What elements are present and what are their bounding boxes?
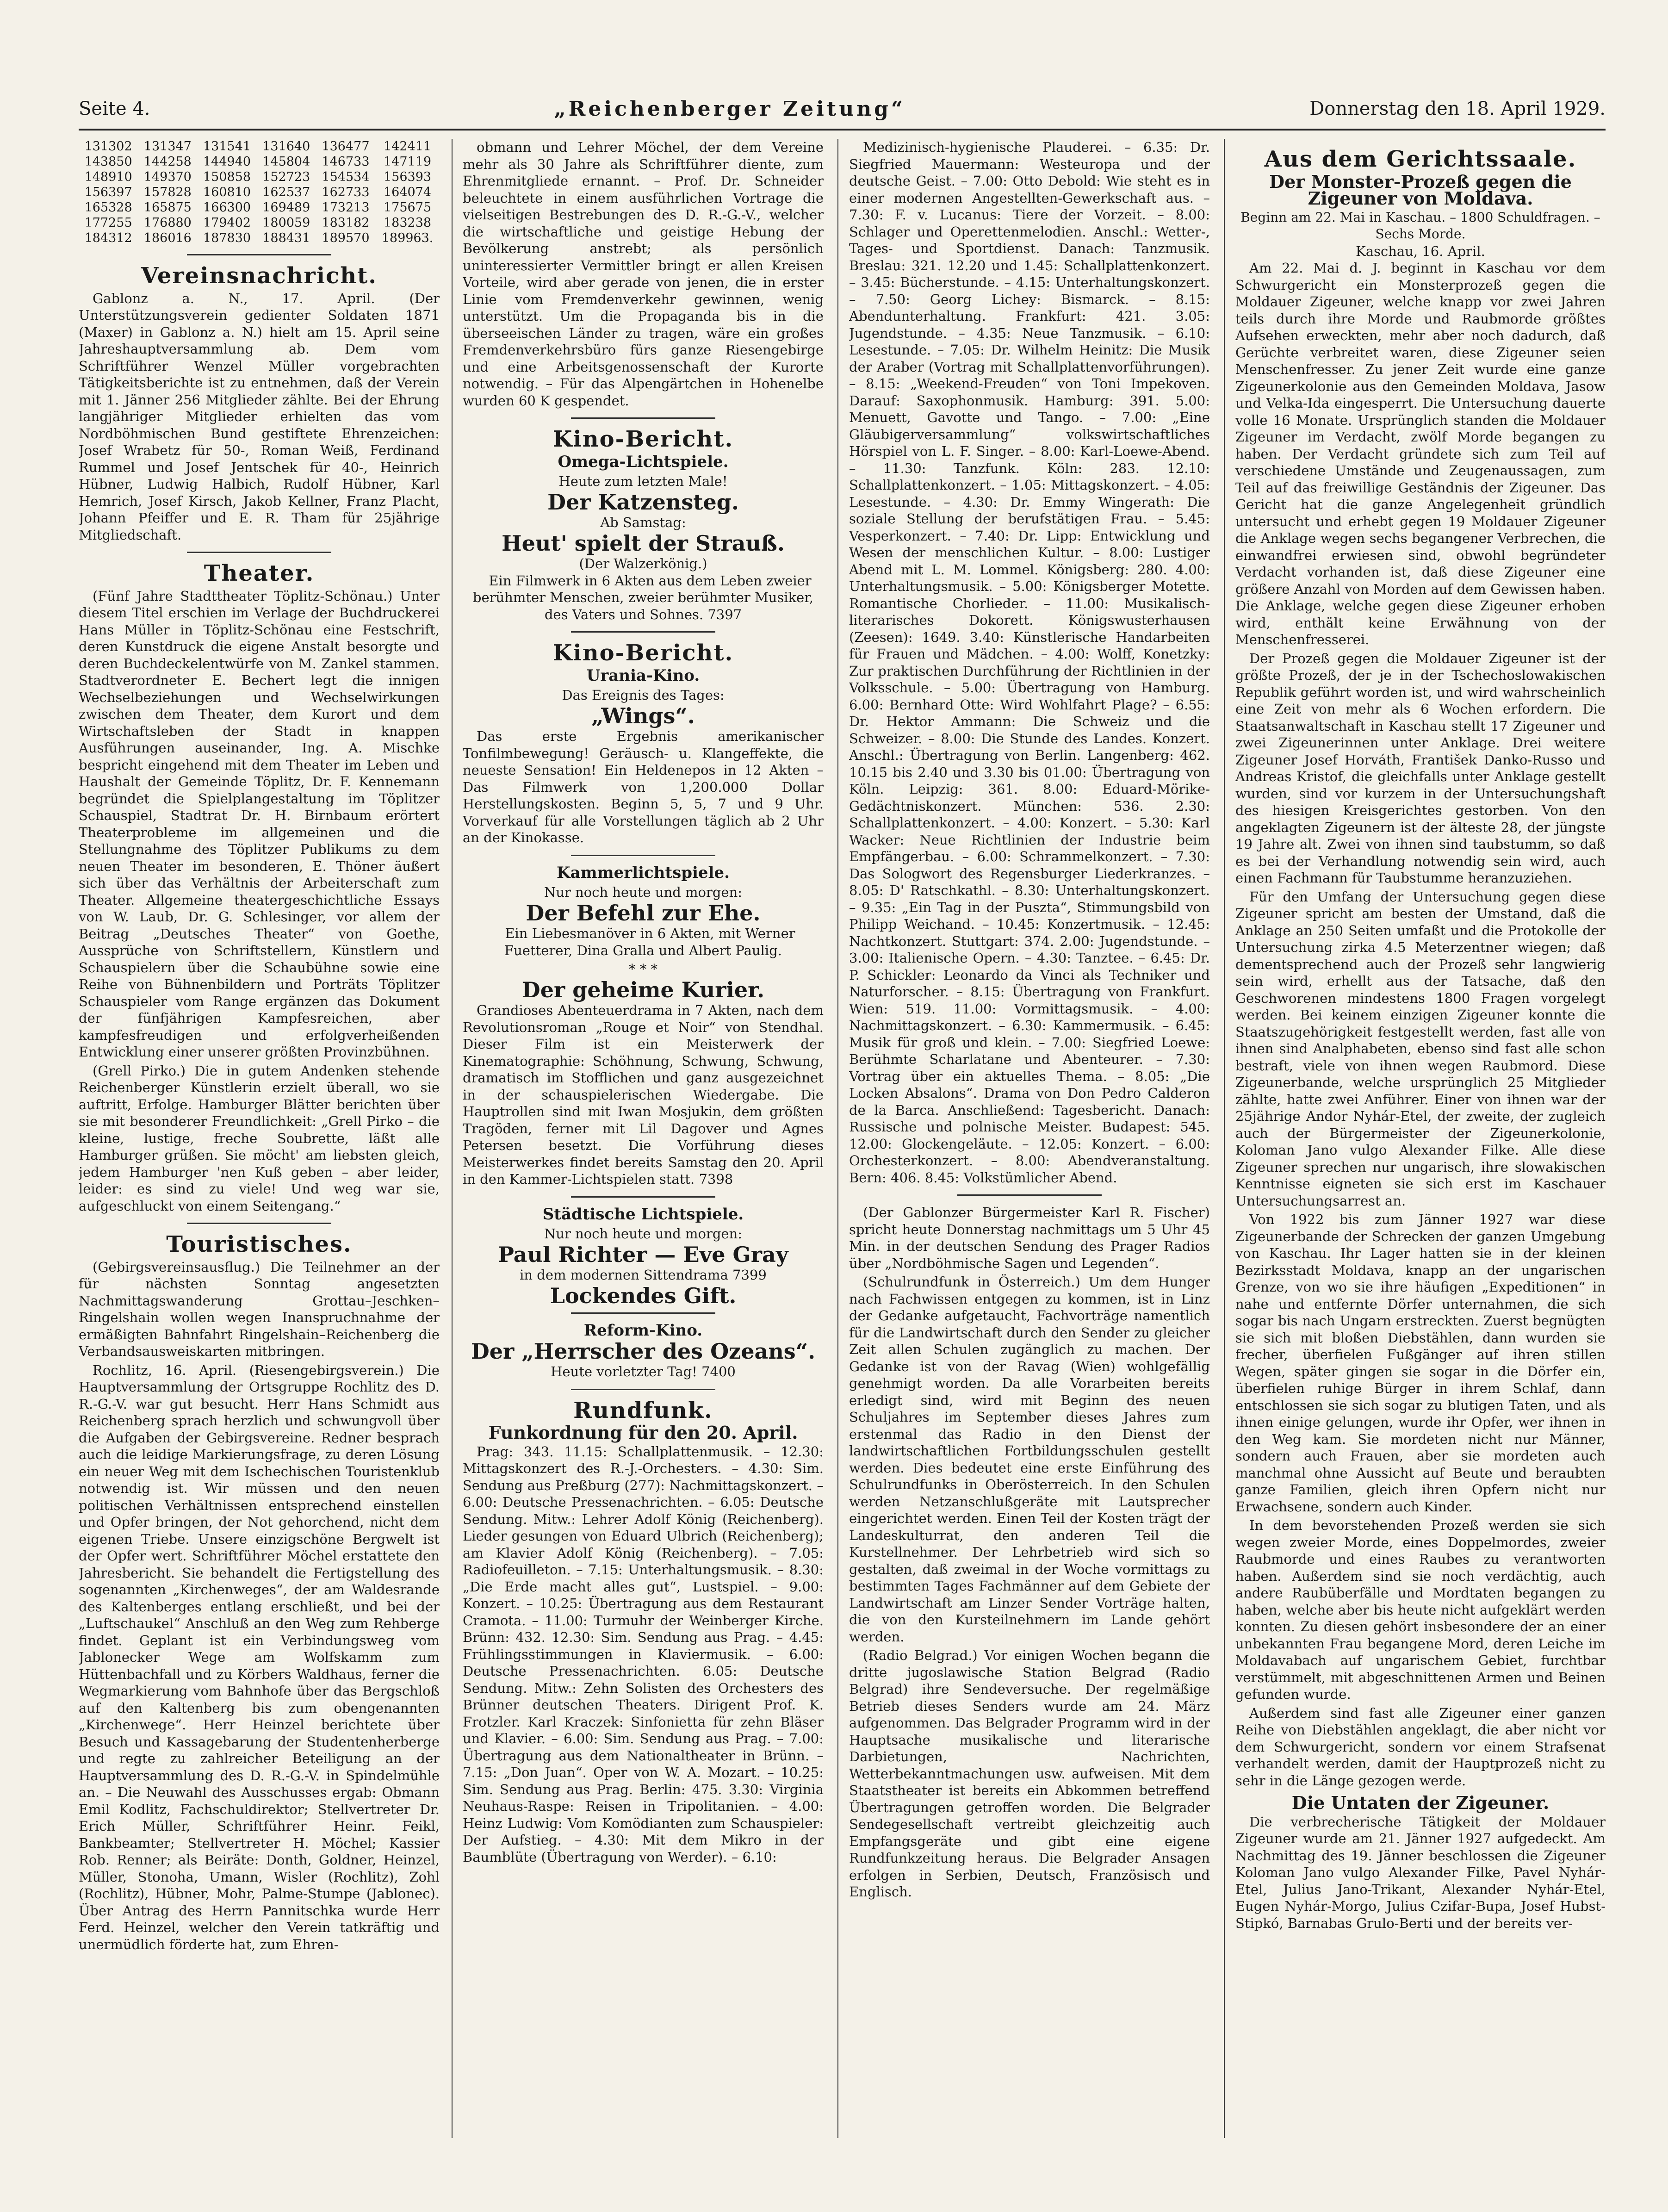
film-description: Ein Liebesmanöver in 6 Akten, mit Werner Fuetterer, Dina Gralla und Albert Paulig. (504, 926, 795, 958)
kino-note-text: in dem modernen Sittendrama (520, 1267, 728, 1283)
table-cell: 165875 (143, 200, 192, 215)
film-title: Der geheime Kurier. (521, 977, 765, 1002)
separator (571, 1196, 715, 1198)
table-cell: 147119 (384, 155, 432, 169)
column-4 (1235, 139, 1606, 2138)
table-cell: 160810 (203, 185, 251, 199)
film-title: Der „Herrscher des Ozeans“. (471, 1338, 816, 1364)
article-paragraph: In dem bevorstehenden Prozeß werden sie sich wegen zweier Morde, eines Doppelmordes, zweier Raubmorde und eines Raubes zu verantworten haben. Außerdem sind sie noch verdächtig, auch andere Raubüberfälle und Mordtaten begangen zu haben, welche aber bis heute nicht aufgeklärt werden konnten. Zu diesen gehört insbesondere der an einer unbekannten Frau begangene Mord, deren Leiche im Moldavabach auf ungarischem Gebiet, furchtbar verstümmelt, mit abgeschnittenen Armen und Beinen gefunden wurde. (1235, 1517, 1606, 1702)
kino-note: Nur noch heute und morgen: (544, 1226, 743, 1242)
kino-title: Kino-Bericht. (552, 426, 734, 452)
issue-date: Donnerstag den 18. April 1929. (1309, 98, 1606, 119)
table-cell: 184312 (84, 231, 132, 245)
table-cell: 176880 (143, 216, 192, 230)
radio-program-continued: Medizinisch-hygienische Plauderei. – 6.35: Dr. Siegfried Mauermann: Westeuropa und der deutsche Geist. – 7.00: Otto Debold: Wie steht es in einer modernen Angestellten-Gewerkschaft aus. – 7.30: F. v. Lucanus: Tiere der Vorzeit. – 8.00: Schlager und Operettenmelodien. Anschl.: Wetter-, Tages- und Sportdienst. Danach: Tanzmusik. Breslau: 321. 12.20 und 1.45: Schallplattenkonzert. – 3.45: Bücherstunde. – 4.15: Unterhaltungskonzert. – 7.50: Georg Lichey: Bismarck. – 8.15: Abendunterhaltung. Frankfurt: 421. 3.05: Jugendstunde. – 4.35: Neue Tanzmusik. – 6.10: Lesestunde. – 7.05: Dr. Wilhelm Heinitz: Die Musik der Araber (Vortrag mit Schallplattenvorführungen). – 8.15: „Weekend-Freuden“ von Toni Impekoven. Darauf: Saxophonmusik. Hamburg: 391. 5.00: Menuett, Gavotte und Tango. – 7.00: „Eine Gläubigerversammlung“ volkswirtschaftliches Hörspiel von L. F. Singer. – 8.00: Karl-Loewe-Abend. – 11.30: Tanzfunk. Köln: 283. 12.10: Schallplattenkonzert. – 1.05: Mittagskonzert. – 4.05: Lesestunde. – 4.30: Dr. Emmy Wingerath: Die soziale Stellung der berufstätigen Frau. – 5.45: Vesperkonzert. – 7.40: Dr. Lipp: Entwicklung und Wesen der menschlichen Kultur. – 8.00: Lustiger Abend mit L. M. Lommel. Königsberg: 280. 4.00: Unterhaltungsmusik. – 5.00: Königsberger Motette. Romantische Chorlieder. – 11.00: Musikalisch-literarisches Dokorett. Königswusterhausen (Zeesen): 1649. 3.40: Künstlerische Handarbeiten für Frauen und Mädchen. – 4.00: Wolff, Konetzky: Zur praktischen Durchführung der Richtlinien in der Volksschule. – 5.00: Übertragung von Hamburg. 6.00: Bernhard Otte: Wird Wohlfahrt Plage? – 6.55: Dr. Hektor Ammann: Die Schweiz und die Schweizer. – 8.00: Die Stunde des Landes. Konzert. Anschl.: Übertragung von Berlin. Langenberg: 462. 10.15 bis 2.40 und 3.30 bis 01.00: Übertragung von Köln. Leipzig: 361. 8.00: Eduard-Mörike-Gedächtniskonzert. München: 536. 2.30: Schallplattenkonzert. – 4.00: Konzert. – 5.30: Karl Wacker: Neue Richtlinien der Industrie beim Empfängerbau. – 6.00: Schrammelkonzert. – 7.30: Das Sologwort des Regensburger Liederkranzes. – 8.05: D' Ratschkathl. – 8.30: Unterhaltungskonzert. – 9.35: „Ein Tag in der Puszta“, Stimmungsbild von Philipp Weichand. – 10.45: Konzertmusik. – 12.45: Nachtkonzert. Stuttgart: 374. 2.00: Jugendstunde. – 3.00: Italienische Opern. – 4.30: Tanztee. – 6.45: Dr. P. Schickler: Leonardo da Vinci als Techniker und Naturforscher. – 8.15: Übertragung von Frankfurt. Wien: 519. 11.00: Vormittagsmusik. – 4.00: Nachmittagskonzert. – 6.30: Kammermusik. – 6.45: Musik für groß und klein. – 7.00: Siegfried Loewe: Berühmte Scharlatane und Abenteurer. – 7.30: Vortrag über ein aktuelles Thema. – 8.05: „Die Locken Absalons“. Drama von Don Pedro Calderon de la Barca. Anschließend: Tagesbericht. Danach: Russische und polnische Meister. Budapest: 545. 12.00: Glockengeläute. – 12.05: Konzert. – 6.00: Orchesterkonzert. – 8.00: Abendveranstaltung. Bern: 406. 8.45: Volkstümlicher Abend. (849, 139, 1210, 1186)
film-description-text: Ein Filmwerk in 6 Akten aus dem Leben zweier berühmter Menschen, zweier berühmter Musiker, des Vaters und Sohnes. (472, 572, 814, 622)
column-divider (452, 139, 453, 2138)
article-vereinsnachricht: Gablonz a. N., 17. April. (Der Unterstützungsverein gedienter Soldaten 1871 (Maxer) in Gablonz a. N.) hielt am 15. April seine Jahreshauptversammlung ab. Dem vom Schriftführer Wenzel Müller vorgebrachten Tätigkeitsberichte ist zu entnehmen, daß der Verein mit 1. Jänner 256 Mitglieder zählte. Bei der Ehrung langjähriger Mitglieder erhielten das vom Nordböhmischen Bund gestiftete Ehrenzeichen: Josef Wrabetz für 50-, Roman Weiß, Ferdinand Rummel und Josef Jentschek für 40-, Heinrich Hübner, Ludwig Halbich, Rudolf Hübner, Karl Hemrich, Josef Kirsch, Jakob Kellner, Franz Placht, Johann Pfeiffer und E. R. Tham für 25jährige Mitgliedschaft. (79, 290, 440, 543)
film-title: „Wings“. (591, 703, 695, 728)
separator (957, 1194, 1102, 1196)
kino-note-text: Heute vorletzter Tag! (551, 1364, 697, 1379)
kino-title: Kino-Bericht. (552, 640, 734, 666)
table-cell: 164074 (384, 185, 432, 199)
table-cell: 156393 (384, 170, 432, 184)
table-cell: 131640 (262, 139, 310, 154)
newspaper-page (79, 93, 1606, 2147)
separator (571, 1389, 715, 1390)
article-schulrundfunk: (Schulrundfunk in Österreich.) Um dem Hunger nach Fachwissen entgegen zu kommen, ist in Linz der Gedanke aufgetaucht, Fachvorträge namentlich für die Landwirtschaft durch den Sender zu gleicher Zeit allen Schulen zugänglich zu machen. Der Gedanke ist von der Ravag (Wien) wohlgefällig genehmigt worden. Da alle Vorarbeiten bereits erledigt sind, wird mit Beginn des neuen Schuljahres im September dieses Jahres zum erstenmal das Radio in den Dienst der landwirtschaftlichen Fortbildungsschulen gestellt werden. Dies bedeutet eine erste Einführung des Schulrundfunks in Oberösterreich. In den Schulen werden Netzanschlußgeräte mit Lautsprecher eingerichtet werden. Einen Teil der Kosten trägt der Landeskulturrat, den anderen Teil die Kurstellnehmer. Der Lehrbetrieb wird sich so gestalten, daß zweimal in der Woche vormittags zu bestimmten Tages Fachmänner auf dem Gebiete der Landwirtschaft am Linzer Sender Vorträge halten, die von den Kursteilnehmern im Lande gehört werden. (849, 1274, 1210, 1645)
section-title-gerichtssaal: Aus dem Gerichtssaale. (1264, 146, 1577, 172)
table-cell: 162733 (322, 185, 370, 199)
film-stars: Paul Richter — Eve Gray (498, 1242, 788, 1267)
kino-note: Nur noch heute und morgen: (544, 884, 743, 900)
newspaper-title: „Reichenberger Zeitung“ (554, 97, 906, 121)
table-cell: 169489 (262, 200, 310, 215)
table-row (79, 200, 440, 215)
film-title: Heut' spielt der Strauß. (502, 530, 785, 556)
table-row (79, 230, 440, 246)
ad-staedtische-lichtspiele (463, 1205, 824, 1308)
film-description (463, 572, 824, 623)
table-row (79, 169, 440, 185)
column-1 (79, 139, 440, 2138)
kino-house: Kammerlichtspiele. (557, 863, 730, 882)
film-description: Das erste Ergebnis amerikanischer Tonfilmbewegung! Geräusch- u. Klangeffekte, die neueste Sensation! Ein Heldenepos in 12 Akten – Das Filmwerk von 1,200.000 Dollar Herstellungskosten. Beginn 5, 5, 7 und 9 Uhr. Vorverkauf für alle Vorstellungen täglich ab 2 Uhr an der Kinokasse. (463, 728, 824, 845)
table-cell: 189963. (381, 231, 434, 245)
separator (187, 1223, 331, 1224)
table-row (79, 154, 440, 169)
table-row (79, 139, 440, 154)
column-2 (463, 139, 824, 2138)
rundfunk-subtitle: Funkordnung für den 20. April. (488, 1422, 798, 1443)
kino-house: Omega-Lichtspiele. (558, 452, 729, 471)
article-radio-belgrad: (Radio Belgrad.) Vor einigen Wochen begann die dritte jugoslawische Station Belgrad (Radio Belgrad) ihre Sendeversuche. Der regelmäßige Betrieb dieses Senders wurde am 24. März aufgenommen. Das Belgrader Programm wird in der Hauptsache musikalische und literarische Darbietungen, Nachrichten, Wetterbekanntmachungen usw. aufweisen. Mit dem Staatstheater ist bereits ein Abkommen betreffend Übertragungen getroffen worden. Die Belgrader Sendegesellschaft vertreibt gleichzeitig auch Empfangsgeräte und gibt eine eigene Rundfunkzeitung heraus. Die Belgrader Ansagen erfolgen in Serbien, Deutsch, Französisch und Englisch. (849, 1647, 1210, 1900)
lottery-number-table (79, 139, 440, 246)
film-title: Der Befehl zur Ehe. (526, 900, 761, 926)
table-cell: 189570 (322, 231, 370, 245)
kino-house: Urania-Kino. (586, 666, 700, 685)
article-paragraph: Außerdem sind fast alle Zigeuner einer ganzen Reihe von Diebstählen angeklagt, die aber nicht vor dem Schwurgericht, sondern vor einem Strafsenat verhandelt werden, damit der Hauptprozeß nicht zu sehr in die Länge gezogen werde. (1235, 1705, 1606, 1789)
ad-reform-kino (463, 1322, 824, 1380)
film-subtitle: (Der Walzerkönig.) (579, 556, 707, 572)
article-buergermeister: (Der Gablonzer Bürgermeister Karl R. Fischer) spricht heute Donnerstag nachmittags um 5 Uhr 45 Min. in der deutschen Sendung des Prager Radios über „Nordböhmische Sagen und Legenden“. (849, 1205, 1210, 1271)
column-divider (837, 139, 838, 2138)
kino-note: Heute zum letzten Male! (558, 473, 728, 489)
article-theater-pirko: (Grell Pirko.) Die in gutem Andenken stehende Reichenberger Künstlerin erzielt überall, wo sie auftritt, Erfolge. Hamburger Blätter berichten über sie mit besonderer Freundlichkeit: „Grell Pirko – die kleine, lustige, freche Soubrette, läßt alle Hamburger grüßen. Sie möcht' am liebsten gleich, jedem Hamburger 'nen Kuß geben – aber leider, leider: es sind zu viele! Und weg war sie, aufgeschluckt von einem Seitengang.“ (79, 1063, 440, 1214)
article-theater-festschrift: (Fünf Jahre Stadttheater Töplitz-Schönau.) Unter diesem Titel erschien im Verlage der Buchdruckerei Hans Müller in Töplitz-Schönau eine Festschrift, deren Kunstdruck die eigene Anstalt besorgte und deren Buchdeckelentwürfe von M. Zankel stammen. Stadtverordneter E. Bechert legt die innigen Wechselbeziehungen und Wechselwirkungen zwischen dem Theater, dem Kurort und dem Wirtschaftsleben der Stadt in knappen Ausführungen auseinander, Ing. A. Mischke bespricht eingehend mit dem Theater im Leben und Haushalt der Gemeinde Töplitz, Dr. F. Kennemann begründet die Spielplangestaltung im Töplitzer Schauspiel, Stadtrat Dr. H. Birnbaum erörtert Theaterprobleme im allgemeinen und die Stellungnahme des Töplitzer Publikums zu dem neuen Theater im besonderen, E. Thöner äußert sich über das Verhältnis der Arbeiterschaft zum Theater. Allgemeine theatergeschichtliche Essays von W. Laub, Dr. G. Schlesinger, vor allem der Beitrag „Deutsches Theater“ von Goethe, Aussprüche von Schriftstellern, Künstlern und Schauspielern über die Schaubühne sowie eine Reihe von Bühnenbildern und Porträts Töplitzer Schauspieler vom Range ergänzen das Dokument der fünfjährigen Kampfesreichen, aber kampfesfreudigen und erfolgverheißenden Entwicklung einer unserer größten Provinzbühnen. (79, 588, 440, 1060)
column-3 (849, 139, 1210, 2138)
table-cell: 154534 (322, 170, 370, 184)
section-title-vereinsnachricht: Vereinsnachricht. (141, 263, 377, 289)
table-cell: 183182 (322, 216, 370, 230)
kino-note (463, 1363, 824, 1380)
table-cell: 131302 (84, 139, 132, 154)
separator (571, 417, 715, 419)
article-headline: Der Monster-Prozeß gegen die Zigeuner von Moldava. (1269, 171, 1572, 209)
table-cell: 156397 (84, 185, 132, 199)
table-cell: 188431 (262, 231, 310, 245)
table-cell: 187830 (203, 231, 251, 245)
table-cell: 166300 (203, 200, 251, 215)
table-cell: 157828 (143, 185, 192, 199)
separator (187, 254, 331, 255)
article-lead: Beginn am 22. Mai in Kaschau. – 1800 Schuldfragen. – Sechs Morde. (1240, 209, 1600, 242)
page-number: Seite 4. (79, 98, 150, 119)
table-row (79, 185, 440, 200)
table-cell: 180059 (262, 216, 310, 230)
page-header (79, 93, 1606, 125)
table-row (79, 215, 440, 230)
table-cell: 149370 (143, 170, 192, 184)
table-cell: 165328 (84, 200, 132, 215)
table-cell: 131347 (143, 139, 192, 154)
film-description-text: Grandioses Abenteuerdrama in 7 Akten, nach dem Revolutionsroman „Rouge et Noir“ von Stendhal. Dieser Film ist ein Meisterwerk der Kinematographie: Schöhnung, Schwung, Schwung, dramatisch im Stofflichen und ganz ausgezeichnet in der schauspielerischen Wiedergabe. Die Hauptrollen sind mit Iwan Mosjukin, dem größten Tragöden, ferner mit Lil Dagover und Agnes Petersen besetzt. Die Vorführung dieses Meisterwerkes findet bereits Samstag den 20. April in den Kammer-Lichtspielen statt. (463, 1002, 824, 1187)
table-cell: 136477 (322, 139, 370, 154)
table-cell: 145804 (262, 155, 310, 169)
ad-urania-kino (463, 640, 824, 846)
ornament: * * * (629, 961, 657, 977)
table-cell: 183238 (384, 216, 432, 230)
section-title-rundfunk: Rundfunk. (573, 1397, 713, 1423)
article-paragraph: Der Prozeß gegen die Moldauer Zigeuner ist der größte Prozeß, der je in der Tschechoslowakischen Republik geführt worden ist, und wird wahrscheinlich eine Zeit von mehr als 6 Wochen erfordern. Die Staatsanwaltschaft in Kaschau stellt 17 Zigeuner und zwei Zigeunerinnen unter Anklage. Drei weitere Zigeuner Josef Horváth, František Danko-Russo und Andreas Kristof, die gleichfalls unter Anklage gestellt wurden, sind vor kurzem in der Untersuchungshaft des hiesigen Kreisgerichtes gestorben. Von den angeklagten Zigeunern ist der älteste 28, der jüngste 19 Jahre alt. Zwei von ihnen sind taubstumm, so daß es bei der Verhandlung notwendig sein wird, auch einen Fachmann für Taubstumme heranzuziehen. (1235, 650, 1606, 886)
ad-number: 7397 (707, 606, 742, 622)
table-cell: 179402 (203, 216, 251, 230)
section-title-touristisches: Touristisches. (166, 1231, 352, 1257)
column-divider (1224, 139, 1225, 2138)
separator (571, 631, 715, 633)
ad-omega-kino (463, 426, 824, 623)
table-cell: 131541 (203, 139, 251, 154)
article-rochlitz: Rochlitz, 16. April. (Riesengebirgsverein.) Die Hauptversammlung der Ortsgruppe Rochlitz des D. R.-G.-V. war gut besucht. Herr Hans Schmidt aus Reichenberg sprach herzlich und schwungvoll über die Aufgaben der Gebirgsvereine. Redner besprach auch die leidige Markierungsfrage, zu deren Lösung ein neuer Weg mit dem Ischechischen Touristenklub notwendig ist. Wir müssen und den neuen politischen Verhältnissen entsprechend einstellen und Opfer bringen, der Not gehorchend, nicht dem eigenen Triebe. Unsere einzigschöne Bergwelt ist der Opfer wert. Schriftführer Möchel erstattete den Jahresbericht. Sie behandelt die Fertigstellung des sogenannten „Kirchenweges“, der am Waldesrande des Kaltenberges entlang erschließt, und bei der „Luftschaukel“ Anschluß an den Weg zum Rehberge findet. Geplant ist ein Verbindungsweg vom Jablonecker Wege am Wolfskamm zum Hüttenbachfall und zu Körbers Waldhaus, ferner die Wegmarkierung vom Bahnhofe über das Bergschloß auf den Kaltenberg bis zum obengenannten „Kirchenwege“. Herr Heinzel berichtete über Besuch und Kassagebarung der Studentenherberge und regte zu zahlreicher Beteiligung an der Hauptversammlung des D. R.-G.-V. in Spindelmühle an. – Die Neuwahl des Ausschusses ergab: Obmann Emil Kodlitz, Fachschuldirektor; Stellvertreter Dr. Erich Müller, Schriftführer Heinr. Feikl, Bankbeamter; Stellvertreter H. Möchel; Kassier Rob. Renner; als Beiräte: Donth, Goldner, Heinzel, Müller, Stonoha, Umann, Wisler (Rochlitz), Zohl (Rochlitz), Hübner, Mohr, Palme-Stumpe (Jablonec). Über Antrag des Herrn Pannitschka wurde Herr Ferd. Heinzel, welcher den Verein tatkräftig und unermüdlich förderte hat, zum Ehren- (79, 1362, 440, 1952)
table-cell: 142411 (384, 139, 432, 154)
table-cell: 144940 (203, 155, 251, 169)
table-cell: 148910 (84, 170, 132, 184)
header-rule (79, 129, 1606, 130)
film-title: Der Katzensteg. (547, 489, 739, 515)
ad-kammerlichtspiele (463, 864, 824, 1188)
film-title: Lockendes Gift. (550, 1283, 737, 1308)
kino-house: Städtische Lichtspiele. (542, 1205, 744, 1224)
table-cell: 144258 (143, 155, 192, 169)
kino-note: Das Ereignis des Tages: (562, 687, 725, 703)
kino-note (463, 1267, 824, 1284)
article-paragraph: Für den Umfang der Untersuchung gegen diese Zigeuner spricht am besten der Umstand, daß die Anklage an 250 Seiten umfaßt und die Protokolle der Untersuchung zirka 4.5 Meterzentner wiegen; daß dementsprechend auch der Prozeß sehr langwierig sein wird, erhellt aus der Tatsache, daß den Geschworenen mindestens 1800 Fragen vorgelegt werden. Bei keinem einzigen Zigeuner konnte die Staatszugehörigkeit festgestellt werden, fast alle von ihnen sind Analphabeten, ebenso sind fast alle schon bestraft, viele von ihnen wegen Raubmord. Diese Zigeunerbande, welche ursprünglich 25 Mitglieder zählte, hatte zwei Anführer. Einer von ihnen war der 25jährige Andor Nyhár-Etel, der zweite, der zugleich auch der Bürgermeister der Zigeunerkolonie, Koloman Jano vulgo Alexander Filke. Alle diese Zigeuner sprechen nur ungarisch, ihre slowakischen Kenntnisse eigneten sie sich erst im Kaschauer Untersuchungsarrest an. (1235, 889, 1606, 1209)
article-paragraph: Von 1922 bis zum Jänner 1927 war diese Zigeunerbande der Schrecken der ganzen Umgebung von Kaschau. Ihr Lager hatten sie in der kleinen Bezirksstadt Moldava, knapp an der ungarischen Grenze, von wo sie ihre häufigen „Expeditionen“ in nahe und entfernte Dörfer unternahmen, die sich sogar bis nach Ungarn erstreckten. Zuerst begnügten sie sich mit bloßen Diebstählen, dann wurden sie frecher, überfielen Fußgänger auf ihren stillen Wegen, später gingen sie sogar in die Dörfer ein, überfielen ruhige Bürger in ihrem Schlaf, dann entschlossen sie sich sogar zu blutigen Taten, und als ihnen einige gelungen, wurde ihr Opfer, wer ihnen in den Weg kam. Sie mordeten nicht nur Männer, sondern auch Frauen, aber sie mordeten auch manchmal ohne Aussicht auf Beute und beraubten ganze Familien, gleich ihren Opfern nicht nur Erwachsene, sondern auch Kinder. (1235, 1212, 1606, 1515)
kino-house: Reform-Kino. (583, 1321, 703, 1340)
article-paragraph: Die verbrecherische Tätigkeit der Moldauer Zigeuner wurde am 21. Jänner 1927 aufgedeckt. Am Nachmittag des 19. Jänner beschlossen die Zigeuner Koloman Jano vulgo Alexander Filke, Pavel Nyhár-Etel, Julius Jano-Trikant, Alexander Nyhár-Etel, Eugen Nyhár-Morgo, Julius Czifar-Bupa, Josef Hubst-Stipkó, Barnabas Grulo-Berti und der bereits ver- (1235, 1814, 1606, 1931)
table-cell: 175675 (384, 200, 432, 215)
ad-number: 7400 (701, 1364, 736, 1379)
table-cell: 152723 (262, 170, 310, 184)
dateline: Kaschau, 16. April. (1356, 243, 1485, 259)
section-subtitle-untaten: Die Untaten der Zigeuner. (1291, 1792, 1550, 1813)
table-cell: 143850 (84, 155, 132, 169)
film-description (463, 1002, 824, 1188)
radio-program: Prag: 343. 11.15: Schallplattenmusik. – 12.30: Mittagskonzert des R.-J.-Orchesters. – 4.30: Sim. Sendung aus Preßburg (277): Nachmittagskonzert. – 6.00: Deutsche Pressenachrichten. – 6.05: Deutsche Sendung. Mitw.: Lehrer Adolf König (Reichenberg). Lieder gesungen von Eduard Ulbrich (Reichenberg); am Klavier Adolf König (Reichenberg). – 7.05: Radiofeuilleton. – 7.15: Unterhaltungsmusik. – 8.30: „Die Erde macht alles gut“, Lustspiel. – 9.00: Konzert. – 10.25: Übertragung aus dem Restaurant Cramota. – 11.00: Turmuhr der Weinberger Kirche. Brünn: 432. 12.30: Sim. Sendung aus Prag. – 4.45: Frühlingsstimmungen in Klaviermusik. – 6.00: Deutsche Pressenachrichten. 6.05: Deutsche Sendung. Mitw.: Zehn Solisten des Orchesters des Brünner deutschen Theaters. Dirigent Prof. K. Frotzler. Karl Kraczek: Sinfonietta für zehn Bläser und Klavier. – 6.00: Sim. Sendung aus Prag. – 7.00: Übertragung aus dem Nationaltheater in Brünn. – 7.15: „Don Juan“. Oper von W. A. Mozart. – 10.25: Sim. Sendung aus Prag. Berlin: 475. 3.30: Virginia Neuhaus-Raspe: Reisen in Tripolitanien. – 4.00: Heinz Ludwig: Vom Komödianten zum Schauspieler: Der Aufstieg. – 4.30: Mit dem Mikro in der Baumblüte (Übertragung von Werder). – 6.10: (463, 1443, 824, 1865)
table-cell: 150858 (203, 170, 251, 184)
table-cell: 173213 (322, 200, 370, 215)
article-paragraph: Am 22. Mai d. J. beginnt in Kaschau vor dem Schwurgericht ein Monsterprozeß gegen die Moldauer Zigeuner, welche knapp vor zwei Jahren teils durch ihre Morde und Raubmorde größtes Aufsehen erweckten, mehr aber noch dadurch, daß Gerüchte verbreitet waren, diese Zigeuner seien Menschenfresser. Zu jener Zeit wurde eine ganze Zigeunerkolonie aus den Gemeinden Moldava, Jasow und Velka-Ida eingesperrt. Die Untersuchung dauerte volle 16 Monate. Ursprünglich standen die Moldauer Zigeuner im Verdacht, zwölf Morde begangen zu haben. Der Verdacht gründete sich zum Teil auf verschiedene Umstände und Zeugenaussagen, zum Teil auf das freiwillige Geständnis der Zigeuner. Das Gericht hat die ganze Angelegenheit gründlich untersucht und erhebt gegen 19 Moldauer Zigeuner die Anklage wegen sechs begangener Verbrechen, die einwandfrei erwiesen sind, obwohl begründeter Verdacht vorhanden ist, daß diese Zigeuner eine größere Anzahl von Morden auf dem Gewissen haben. Die Anklage, welche gegen diese Zigeuner erhoben wird, enthält keine Erwähnung von der Menschenfresserei. (1235, 260, 1606, 647)
kino-note: Ab Samstag: (600, 515, 686, 530)
section-title-theater: Theater. (204, 560, 315, 586)
article-gebirgsverein: (Gebirgsvereinsausflug.) Die Teilnehmer an der für nächsten Sonntag angesetzten Nachmittagswanderung Grottau–Jeschken–Ringelshain wollen wegen Inanspruchnahme der ermäßigten Bahnfahrt Ringelshain–Reichenberg die Verbandsausweiskarten mitbringen. (79, 1259, 440, 1359)
table-cell: 162537 (262, 185, 310, 199)
separator (187, 552, 331, 553)
table-cell: 177255 (84, 216, 132, 230)
article-rochlitz-continued: obmann und Lehrer Möchel, der dem Vereine mehr als 30 Jahre als Schriftführer diente, zum Ehrenmitgliede ernannt. – Prof. Dr. Schneider beleuchtete in einem ausführlichen Vortrage die vielseitigen Bestrebungen des D. R.-G.-V., welcher die wirtschaftliche und geistige Hebung der Bevölkerung anstrebt; als persönlich uninteressierter Vermittler bringt er allen Kreisen Vorteile, wird aber gerade von jenen, die in erster Linie vom Fremdenverkehr gewinnen, wenig unterstützt. Um die Propaganda bis in die überseeischen Länder zu tragen, wäre ein großes Fremdenverkehrsbüro fürs ganze Riesengebirge und eine Arbeitsgenossenschaft der Kurorte notwendig. – Für das Alpengärtchen in Hohenelbe wurden 60 K gespendet. (463, 139, 824, 409)
separator (571, 1312, 715, 1314)
separator (571, 855, 715, 856)
ad-number: 7399 (732, 1267, 767, 1283)
ad-number: 7398 (699, 1171, 733, 1187)
table-cell: 186016 (143, 231, 192, 245)
table-cell: 146733 (322, 155, 370, 169)
